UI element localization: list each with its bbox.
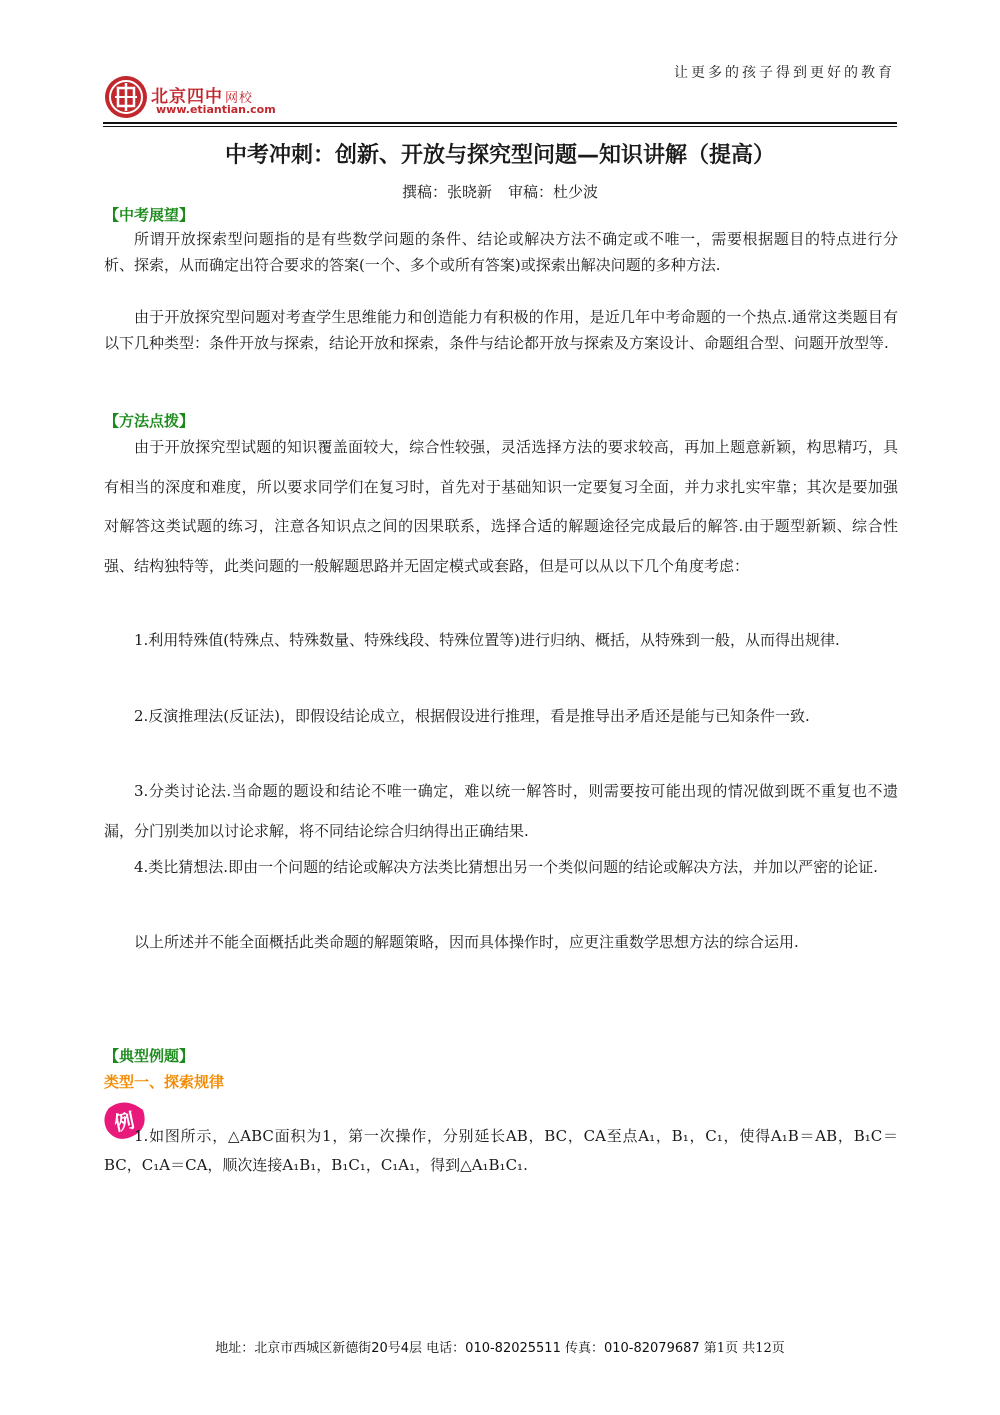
section-heading-outlook: 【中考展望】 [104,206,195,224]
method-conclusion: 以上所述并不能全面概括此类命题的解题策略，因而具体操作时，应更注重数学思想方法的综合运用. [134,933,799,951]
method-item-1: 1.利用特殊值(特殊点、特殊数量、特殊线段、特殊位置等)进行归纳、概括，从特殊到一般，从而得出规律. [134,631,840,649]
subsection-heading-type-1: 类型一、探索规律 [104,1073,225,1091]
section-heading-method: 【方法点拨】 [104,412,195,430]
footer-page-number: 第1页 共12页 [703,1341,785,1356]
header-slogan: 让更多的孩子得到更好的教育 [674,65,895,81]
logo-url[interactable]: www.etiantian.com [156,103,276,116]
school-logo-icon [103,74,149,120]
reviewer: 审稿：杜少波 [508,183,599,201]
outlook-paragraph-2: 由于开放探究型问题对考查学生思维能力和创造能力有积极的作用，是近几年中考命题的一个热点.通常这类题目有以下几种类型：条件开放与探索，结论开放和探索，条件与结论都开放与探索及方案设计、命题组合型、问题开放型等. [104,308,898,352]
example-problem-1: 1.如图所示，△ABC面积为1，第一次操作，分别延长AB，BC，CA至点A₁，B₁，C₁，使得A₁B＝AB，B₁C＝BC，C₁A＝CA，顺次连接A₁B₁，B₁C₁，C₁A₁，得到△A₁B₁C₁. [104,1127,898,1174]
example-badge-label: 例 [112,1108,137,1136]
method-item-3: 3.分类讨论法.当命题的题设和结论不唯一确定，难以统一解答时，则需要按可能出现的情况做到既不重复也不遗漏，分门别类加以讨论求解，将不同结论综合归纳得出正确结果. [104,782,898,840]
method-intro: 由于开放探究型试题的知识覆盖面较大，综合性较强，灵活选择方法的要求较高，再加上题意新颖，构思精巧，具有相当的深度和难度，所以要求同学们在复习时，首先对于基础知识一定要复习全面，并力求扎实牢靠；其次是要加强对解答这类试题的练习，注意各知识点之间的因果联系，选择合适的解题途径完成最后的解答.由于题型新颖、综合性强、结构独特等，此类问题的一般解题思路并无固定模式或套路，但是可以从以下几个角度考虑： [104,438,898,575]
header-divider-thin [103,126,897,127]
author-line [0,181,1000,202]
page-footer [0,1337,1000,1356]
outlook-paragraph-1: 所谓开放探索型问题指的是有些数学问题的条件、结论或解决方法不确定或不唯一，需要根据题目的特点进行分析、探索，从而确定出符合要求的答案(一个、多个或所有答案)或探索出解决问题的多种方法. [104,230,898,274]
footer-address: 地址：北京市西城区新德街20号4层 电话：010-82025511 传真：010-82079687 [215,1341,700,1356]
section-heading-examples: 【典型例题】 [104,1047,195,1065]
logo-name-sub: 网校 [225,91,254,106]
writer: 撰稿：张晓新 [401,183,492,201]
method-item-4: 4.类比猜想法.即由一个问题的结论或解决方法类比猜想出另一个类似问题的结论或解决方法，并加以严密的论证. [134,858,878,876]
header-divider [103,122,897,124]
page-title: 中考冲刺：创新、开放与探究型问题—知识讲解（提高） [224,143,775,168]
logo-name-main: 北京四中 [151,87,223,107]
method-item-2: 2.反演推理法(反证法)，即假设结论成立，根据假设进行推理，看是推导出矛盾还是能与已知条件一致. [134,707,810,725]
